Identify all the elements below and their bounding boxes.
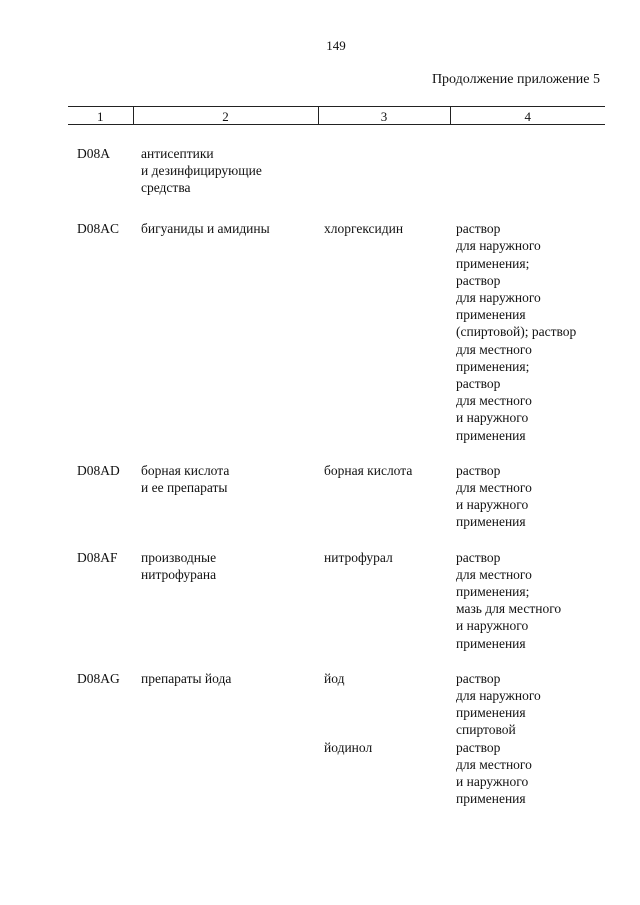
form-line: применения; [456,255,530,271]
group-line: нитрофурана [141,566,217,582]
form-line: и наружного [456,774,529,789]
column-header-1: 1 [68,107,133,125]
form-line: для местного [456,341,532,357]
table-row [68,220,605,444]
table-row [68,670,605,739]
form-line: применения [456,307,526,323]
form-line: мазь для местного [456,601,562,617]
form-line: и наружного [456,410,529,426]
group-line: производные [141,549,217,565]
dosage-form [450,145,605,197]
drug-name [318,220,450,444]
drug-name [318,549,450,652]
form-line: применения; [456,358,530,374]
drug-line: нитрофурал [324,549,393,565]
form-line: применения; [456,583,530,599]
drug-name [318,670,450,739]
row-spacer [68,444,605,462]
form-line: раствор [456,739,501,755]
dosage-form [450,462,605,531]
form-line: для местного [456,479,532,495]
atc-code [68,739,133,808]
row-spacer [68,196,605,220]
page-number: 149 [326,38,346,53]
form-line: применения [456,705,526,721]
form-line: для местного [456,566,532,582]
dosage-form [450,220,605,444]
dosage-form [450,739,605,808]
atc-code: D08AG [77,670,120,686]
group-name [133,670,318,739]
drug-line: борная кислота [324,462,413,478]
group-line: средства [141,179,191,195]
atc-code: D08AC [77,221,120,237]
form-line: раствор [456,375,501,391]
form-line: и наружного [456,497,529,513]
form-line: для наружного [456,289,541,305]
row-spacer [68,531,605,549]
group-name [133,145,318,197]
continuation-label: Продолжение приложение 5 [431,72,600,87]
group-line: антисептики [141,145,214,161]
group-line: бигуаниды и амидины [141,221,270,237]
table-row [68,739,605,808]
dosage-form [450,670,605,739]
atc-code: D08A [77,145,110,161]
row-spacer [68,125,605,145]
group-line: препараты йода [141,670,232,686]
form-line: для наружного [456,238,541,254]
table-row [68,145,605,197]
group-name [133,739,318,808]
form-line: раствор [456,462,501,478]
row-spacer [68,652,605,670]
form-line: раствор [456,670,501,686]
drug-table [68,106,605,807]
group-line: и дезинфицирующие [141,162,262,178]
column-header-4: 4 [450,107,605,125]
drug-line: йод [324,670,345,686]
column-header-3: 3 [318,107,450,125]
drug-name [318,145,450,197]
group-name [133,220,318,444]
atc-code: D08AF [77,549,118,565]
form-line: (спиртовой); раствор [456,324,577,340]
form-line: для местного [456,756,532,772]
column-header-2: 2 [133,107,318,125]
group-line: и ее препараты [141,479,228,495]
group-name [133,549,318,652]
form-line: применения [456,427,526,443]
form-line: спиртовой [456,722,516,738]
form-line: раствор [456,272,501,288]
drug-name [318,462,450,531]
table-row [68,462,605,531]
drug-line: йодинол [324,739,373,755]
group-line: борная кислота [141,462,230,478]
drug-name [318,739,450,808]
form-line: раствор [456,221,501,237]
form-line: применения [456,791,526,807]
form-line: для местного [456,393,532,409]
form-line: и наружного [456,618,529,634]
drug-line: хлоргексидин [324,221,404,237]
dosage-form [450,549,605,652]
form-line: применения [456,635,526,651]
table-header-row [68,107,605,125]
form-line: для наружного [456,687,541,703]
form-line: раствор [456,549,501,565]
atc-code: D08AD [77,462,120,478]
form-line: применения [456,514,526,530]
table-body [68,125,605,808]
table-row [68,549,605,652]
group-name [133,462,318,531]
